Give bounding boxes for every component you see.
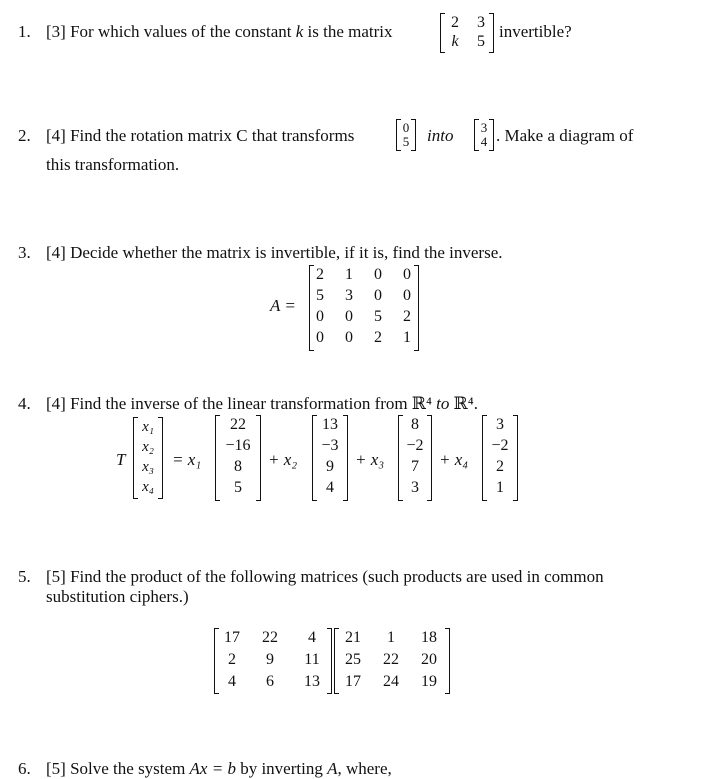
q5-m1-22: 13 [304,673,320,690]
q4-c3-1: −2 [406,437,424,454]
q6-text [46,759,392,779]
q5-m1-10: 2 [228,651,236,668]
q4-c4-2: 2 [496,458,504,475]
q5-number: 5. [18,567,31,586]
q3-m30: 0 [316,329,324,346]
q3-m32: 2 [374,329,382,346]
q1-m11: 5 [477,33,485,50]
q3-m10: 5 [316,287,324,304]
q1-mid: is the matrix [307,22,393,41]
q3-m12: 0 [374,287,382,304]
q5-m2-11: 22 [383,651,399,668]
q4-c4-0: 3 [496,416,504,433]
q4-plus2: + x₂ [268,450,298,469]
q5-m2-10: 25 [345,651,361,668]
q3-m31: 0 [345,329,353,346]
q3-m00: 2 [316,266,324,283]
q4-c3-2: 7 [411,458,419,475]
q1-matrix [440,13,494,53]
q4-x1: x₁ [142,419,154,435]
q3-m22: 5 [374,308,382,325]
q5-m2-01: 1 [387,629,395,646]
q5-m1-20: 4 [228,673,236,690]
q3-m21: 0 [345,308,353,325]
q4-c1-1: −16 [225,437,251,454]
q4-c4-1: −2 [491,437,509,454]
q4-T: T [116,450,126,469]
q2-number: 2. [18,126,31,145]
q5-m2-20: 17 [345,673,361,690]
q5-m1-01: 22 [262,629,278,646]
q5-matrix1 [214,628,332,694]
q5-m1-11: 9 [266,651,274,668]
q3-m03: 0 [403,266,411,283]
q2-post: . Make a diagram of [496,126,634,145]
q2-into: into [427,126,454,145]
q4-c1-2: 8 [234,458,242,475]
q4-col3 [398,415,432,501]
q6-mid: by inverting [240,759,323,778]
q5-m2-21: 24 [383,673,399,690]
q4-c2-2: 9 [326,458,334,475]
q4-eq: = x₁ [172,450,202,469]
q3-m20: 0 [316,308,324,325]
q2-to-1: 4 [480,134,488,149]
q5-m1-12: 11 [304,651,320,668]
q4-c2-1: −3 [321,437,339,454]
q3-m01: 1 [345,266,353,283]
q2-line2: this transformation. [46,155,180,174]
q4-pre: [4] Find the inverse of the linear transformation from ℝ⁴ [46,394,432,413]
q3-m23: 2 [403,308,411,325]
q4-col4 [482,415,518,501]
q1-post: invertible? [499,22,572,41]
q4-c4-3: 1 [496,479,504,496]
q3-text: [4] Decide whether the matrix is invertible, if it is, find the inverse. [46,243,503,262]
q3-m02: 0 [374,266,382,283]
q5-m2-02: 18 [421,629,437,646]
q2-from-0: 0 [402,120,410,135]
q3-matrix [309,265,419,351]
q4-c1-0: 22 [230,416,246,433]
q1-m00: 2 [451,14,459,31]
q6-expr: Ax = b [189,759,236,778]
q4-plus3: + x₃ [355,450,385,469]
q4-x4: x₄ [142,479,154,495]
q3-label: A = [270,296,296,315]
q5-m1-21: 6 [266,673,274,690]
q4-c3-0: 8 [411,416,419,433]
q4-col2 [312,415,348,501]
q1-pre: [3] For which values of the constant [46,22,292,41]
q2-from-1: 5 [402,134,410,149]
q6-pre: [5] Solve the system [46,759,186,778]
q1-k: k [295,22,304,41]
q3-number: 3. [18,243,31,262]
q5-line1: [5] Find the product of the following matrices (such products are used in common [46,567,604,586]
q1-m10: k [451,33,459,50]
q2-to-vector [474,119,494,151]
q4-c1-3: 5 [234,479,242,496]
q3-m11: 3 [345,287,353,304]
q5-matrix2 [334,628,450,694]
q3-m33: 1 [403,329,411,346]
q4-x3: x₃ [142,459,154,475]
q3-m13: 0 [403,287,411,304]
q4-col1 [215,415,261,501]
q4-x2: x₂ [142,439,154,455]
q2-to-0: 3 [480,120,488,135]
q5-m1-00: 17 [224,629,240,646]
q5-m1-02: 4 [308,629,316,646]
q4-c3-3: 3 [411,479,419,496]
q4-to: to [436,394,450,413]
q4-text [46,394,478,414]
q1-m01: 3 [477,14,485,31]
q6-A: A [327,759,338,778]
q5-m2-22: 19 [421,673,437,690]
q5-line2: substitution ciphers.) [46,587,189,606]
q4-x-vector [133,417,163,499]
q1-number: 1. [18,22,31,41]
q4-c2-0: 13 [322,416,338,433]
q2-pre: [4] Find the rotation matrix C that transforms [46,126,355,145]
q4-number: 4. [18,394,31,413]
q4-plus4: + x₄ [439,450,469,469]
q6-post: , where, [337,759,392,778]
q2-from-vector [396,119,416,151]
q5-m2-12: 20 [421,651,437,668]
q4-post: ℝ⁴. [453,394,478,413]
q4-c2-3: 4 [326,479,334,496]
q1-text [46,22,393,42]
q6-number: 6. [18,759,31,778]
q5-m2-00: 21 [345,629,361,646]
